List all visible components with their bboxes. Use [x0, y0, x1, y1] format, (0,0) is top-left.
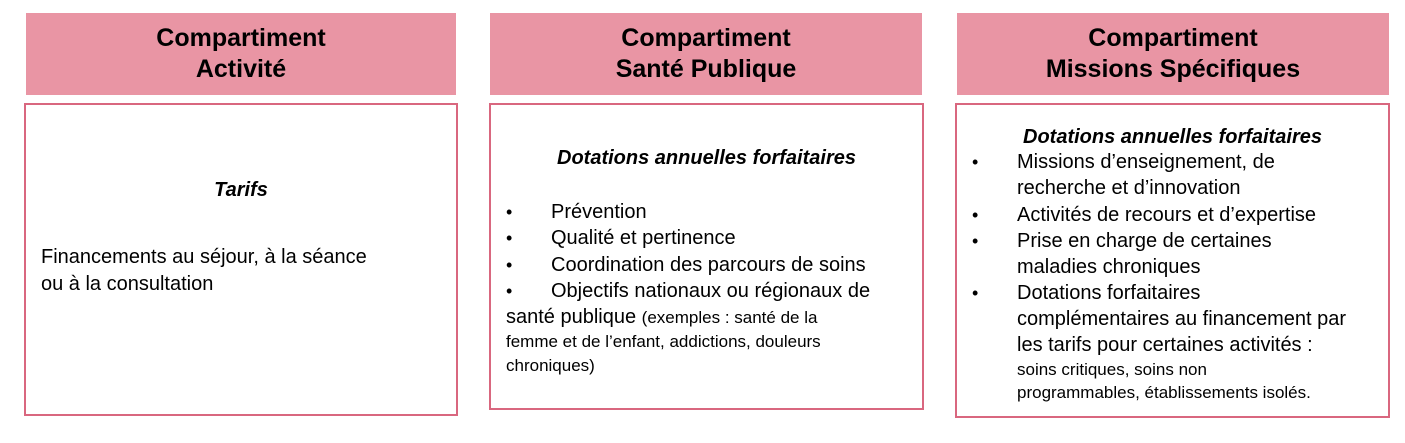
bullet-icon: • — [506, 228, 513, 248]
small-note-line-2: programmables, établissements isolés. — [1017, 383, 1311, 402]
bullet-icon: • — [506, 281, 513, 301]
description-line-1: Financements au séjour, à la séance — [41, 246, 367, 268]
small-note-line-1: femme et de l’enfant, addictions, douleurs — [506, 332, 821, 351]
list-item-line: recherche et d’innovation — [1017, 177, 1241, 199]
box-subtitle: Dotations annuelles forfaitaires — [557, 147, 856, 169]
header-line-1: Compartiment — [1088, 24, 1258, 52]
compartiment-sante-publique-box — [489, 103, 924, 410]
list-item-line: Missions d’enseignement, de — [1017, 151, 1275, 173]
list-item: Coordination des parcours de soins — [551, 254, 866, 276]
list-item-line: les tarifs pour certaines activités : — [1017, 334, 1313, 356]
bullet-icon: • — [972, 152, 979, 172]
continuation-main: santé publique — [506, 306, 637, 328]
small-note-line-2: chroniques) — [506, 356, 595, 375]
compartiment-activite-box — [24, 103, 458, 416]
header-line-1: Compartiment — [156, 24, 326, 52]
box-subtitle: Dotations annuelles forfaitaires — [1023, 126, 1322, 148]
list-item-line: Activités de recours et d’expertise — [1017, 204, 1317, 226]
list-item-line: Dotations forfaitaires — [1017, 282, 1201, 304]
bullet-icon: • — [506, 202, 513, 222]
list-item-line: maladies chroniques — [1017, 256, 1201, 278]
header-line-1: Compartiment — [621, 24, 791, 52]
compartiment-missions-specifiques-box — [955, 103, 1390, 418]
list-item-continuation — [506, 304, 817, 331]
list-item-line: complémentaires au financement par — [1017, 308, 1347, 330]
compartiment-activite-header — [26, 13, 456, 95]
list-item: Objectifs nationaux ou régionaux de — [551, 280, 871, 302]
bullet-icon: • — [972, 205, 979, 225]
list-item-line: Prise en charge de certaines — [1017, 230, 1272, 252]
list-item: Qualité et pertinence — [551, 227, 736, 249]
bullet-icon: • — [506, 255, 513, 275]
list-item: Prévention — [551, 201, 647, 223]
compartiment-missions-specifiques-header — [957, 13, 1389, 95]
bullet-icon: • — [972, 283, 979, 303]
header-line-2: Missions Spécifiques — [1045, 55, 1301, 83]
continuation-small: (exemples : santé de la — [641, 308, 818, 327]
header-line-2: Santé Publique — [615, 55, 797, 83]
bullet-icon: • — [972, 231, 979, 251]
description-line-2: ou à la consultation — [41, 273, 214, 295]
box-subtitle: Tarifs — [214, 179, 268, 201]
header-line-2: Activité — [195, 55, 287, 83]
small-note-line-1: soins critiques, soins non — [1017, 360, 1207, 379]
compartiment-sante-publique-header — [490, 13, 922, 95]
